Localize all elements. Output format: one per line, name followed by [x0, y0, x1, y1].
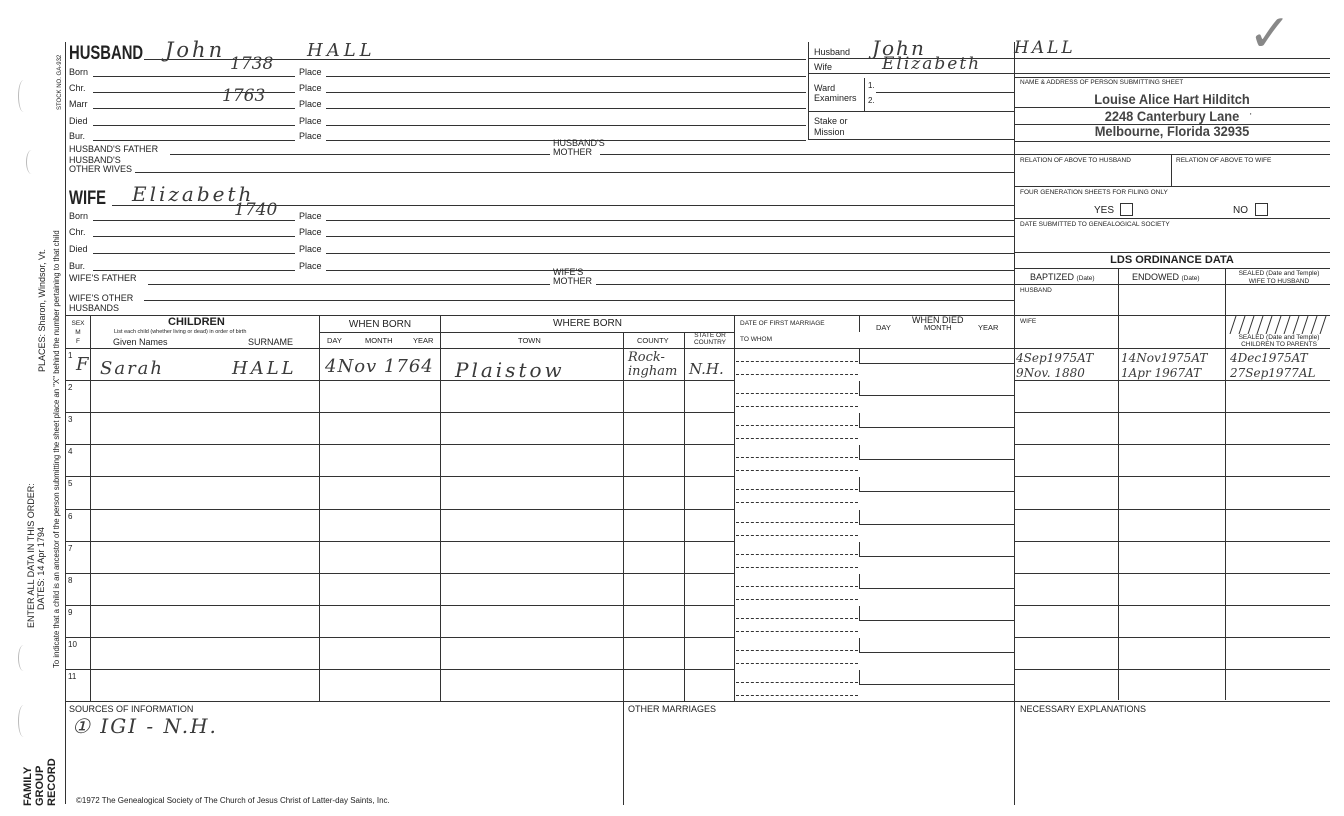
marriage-date-box	[859, 349, 1015, 364]
marriage-date-box	[859, 606, 1015, 621]
yes-label: YES	[1094, 205, 1115, 216]
wifes-other-husbands-label: WIFE'S OTHER HUSBANDS	[69, 293, 134, 313]
wife-born-label: Born	[69, 211, 89, 221]
husband-marr-place-label: Place	[299, 99, 322, 109]
submitter-city: Melbourne, Florida 32935	[1094, 123, 1250, 139]
died-month-label: MONTH	[924, 323, 952, 332]
wife-born-place-label: Place	[299, 211, 322, 221]
stock-number: STOCK NO. GA-932	[57, 54, 63, 110]
summary-husband-label: Husband	[814, 47, 851, 57]
child-1-birth-town: Plaistow	[455, 358, 565, 382]
born-year-label: YEAR	[413, 336, 434, 345]
marriage-date-box	[859, 445, 1015, 460]
child-1-birth-date: 4Nov 1764	[325, 356, 434, 377]
marriage-date-box	[859, 542, 1015, 557]
examiners-label: Examiners	[814, 93, 857, 103]
child-row-number: 1	[68, 351, 73, 360]
submitter-label: NAME & ADDRESS OF PERSON SUBMITTING SHEET	[1020, 79, 1184, 86]
punch-hole	[18, 705, 29, 737]
enter-data-order: ENTER ALL DATA IN THIS ORDER:	[26, 483, 36, 628]
punch-hole	[18, 80, 29, 112]
state-label: STATE OR COUNTRY	[693, 332, 727, 346]
when-died-label: WHEN DIED	[912, 315, 964, 325]
child-row-number: 7	[68, 543, 73, 553]
child-1-birth-county: Rock- ingham	[628, 350, 678, 379]
child-row-number: 3	[68, 415, 73, 425]
husband-died-label: Died	[69, 116, 88, 126]
died-day-label: DAY	[876, 323, 891, 332]
ancestor-instruction: To indicate that a child is an ancestor of the person submitting the sheet place an "X" behind the number pertaining to that child	[52, 230, 61, 668]
children-note: List each child (whether living or dead) in order of birth	[114, 329, 247, 335]
where-born-label: WHERE BORN	[553, 318, 622, 329]
surname-label: SURNAME	[248, 337, 294, 347]
husband-marr-year: 1763	[222, 86, 266, 106]
submitter-name: Louise Alice Hart Hilditch	[1094, 91, 1250, 107]
born-month-label: MONTH	[365, 336, 393, 345]
yes-checkbox[interactable]	[1120, 203, 1133, 216]
ward-label: Ward	[814, 83, 836, 93]
summary-wife-given: Elizabeth	[882, 54, 982, 74]
child-1-endowed: 14Nov1975AT 1Apr 1967AT	[1121, 351, 1208, 380]
husband-born-year: 1738	[230, 54, 274, 74]
child-row-number: 9	[68, 607, 73, 617]
husband-born-place-label: Place	[299, 67, 322, 77]
child-row-number: 6	[68, 511, 73, 521]
child-1-baptized: 4Sep1975AT 9Nov. 1880	[1016, 351, 1094, 380]
lds-husband-label: HUSBAND	[1020, 287, 1052, 294]
child-1-birth-state: N.H.	[689, 360, 724, 378]
county-label: COUNTY	[637, 336, 669, 345]
marriage-date-box	[859, 381, 1015, 396]
when-born-label: WHEN BORN	[348, 319, 412, 330]
husband-chr-place-label: Place	[299, 83, 322, 93]
wife-label: WIFE	[69, 188, 107, 209]
sealed-hatch-area	[1226, 316, 1330, 334]
children-title: CHILDREN	[168, 316, 225, 328]
marriage-date-box	[859, 670, 1015, 685]
wife-bur-place-label: Place	[299, 261, 322, 271]
sealed-parents-label: SEALED (Date and Temple) CHILDREN TO PARENTS	[1238, 334, 1320, 348]
husband-born-label: Born	[69, 67, 89, 77]
child-1-surname: HALL	[232, 358, 297, 379]
summary-husband-surname: HALL	[1014, 38, 1076, 58]
summary-husband-given: John	[872, 36, 926, 60]
husband-label: HUSBAND	[69, 43, 144, 64]
sealed-wife-label: SEALED (Date and Temple) WIFE TO HUSBAND	[1238, 270, 1320, 285]
stake-mission-label: Stake or Mission	[814, 116, 848, 137]
places-order-note: PLACES: Sharon, Windsor, Vt.	[37, 248, 47, 372]
husbands-mother-label: HUSBAND'S MOTHER	[553, 138, 605, 157]
summary-wife-label: Wife	[814, 62, 832, 72]
wife-born-year: 1740	[234, 200, 278, 220]
wifes-mother-label: WIFE'S MOTHER	[553, 267, 592, 286]
copyright-notice: ©1972 The Genealogical Society of The Church of Jesus Christ of Latter-day Saints, Inc.	[76, 796, 390, 805]
sources-label: SOURCES OF INFORMATION	[69, 704, 194, 714]
wife-bur-label: Bur.	[69, 261, 86, 271]
form-left-border	[65, 42, 66, 804]
husband-died-place-label: Place	[299, 116, 322, 126]
wife-died-label: Died	[69, 244, 88, 254]
record-title: FAMILY GROUP RECORD	[22, 758, 58, 806]
dates-order-note: DATES: 14 Apr 1794	[36, 527, 46, 610]
wife-died-place-label: Place	[299, 244, 322, 254]
wife-given-name: Elizabeth	[132, 182, 255, 206]
to-whom-label: TO WHOM	[740, 336, 773, 343]
husband-marr-label: Marr	[69, 99, 88, 109]
husband-chr-label: Chr.	[69, 83, 86, 93]
husband-surname: HALL	[307, 40, 376, 61]
submitter-street: 2248 Canterbury Lane	[1104, 108, 1240, 124]
marriage-date-box	[859, 413, 1015, 428]
marriage-date-box	[859, 477, 1015, 492]
child-row-number: 4	[68, 447, 73, 457]
husband-given-name: John	[165, 38, 226, 62]
punch-hole	[18, 645, 29, 671]
child-1-sealed: 4Dec1975AT 27Sep1977AL	[1230, 351, 1316, 380]
child-row-number: 5	[68, 479, 73, 489]
baptized-label: BAPTIZED (Date)	[1030, 272, 1095, 282]
examiner-1: 1.	[868, 81, 875, 90]
marriage-date-box	[859, 510, 1015, 525]
examiner-2: 2.	[868, 96, 875, 105]
town-label: TOWN	[518, 336, 541, 345]
marriage-date-box	[859, 638, 1015, 653]
sex-label: SEX M F	[71, 320, 85, 345]
husbands-other-wives-label: HUSBAND'S OTHER WIVES	[69, 155, 133, 174]
sources-value: ① IGI - N.H.	[72, 714, 218, 738]
punch-hole	[26, 150, 37, 174]
lds-wife-label: WIFE	[1020, 318, 1037, 325]
child-row-number: 2	[68, 383, 73, 393]
endowed-label: ENDOWED (Date)	[1132, 272, 1200, 282]
child-1-given-name: Sarah	[100, 358, 164, 379]
marriage-date-box	[859, 574, 1015, 589]
wife-chr-label: Chr.	[69, 227, 86, 237]
husbands-father-label: HUSBAND'S FATHER	[69, 144, 159, 154]
child-row-number: 8	[68, 575, 73, 585]
born-day-label: DAY	[327, 336, 342, 345]
necessary-explanations-label: NECESSARY EXPLANATIONS	[1020, 704, 1147, 714]
wifes-father-label: WIFE'S FATHER	[69, 273, 137, 283]
child-row-number: 10	[68, 639, 77, 649]
wife-chr-place-label: Place	[299, 227, 322, 237]
other-marriages-label: OTHER MARRIAGES	[628, 704, 717, 714]
given-names-label: Given Names	[113, 337, 168, 347]
date-submitted-label: DATE SUBMITTED TO GENEALOGICAL SOCIETY	[1020, 221, 1170, 228]
relation-husband-label: RELATION OF ABOVE TO HUSBAND	[1020, 157, 1131, 164]
no-label: NO	[1233, 205, 1248, 216]
husband-bur-label: Bur.	[69, 131, 86, 141]
died-year-label: YEAR	[978, 323, 999, 332]
approval-checkmark: ✓	[1248, 4, 1292, 64]
husband-bur-place-label: Place	[299, 131, 322, 141]
child-1-sex: F	[76, 354, 89, 375]
lds-title: LDS ORDINANCE DATA	[1110, 254, 1234, 266]
child-row-number: 11	[68, 672, 77, 681]
relation-wife-label: RELATION OF ABOVE TO WIFE	[1176, 157, 1272, 164]
no-checkbox[interactable]	[1255, 203, 1268, 216]
first-marriage-label: DATE OF FIRST MARRIAGE	[740, 320, 825, 327]
four-generation-label: FOUR GENERATION SHEETS FOR FILING ONLY	[1020, 189, 1168, 196]
